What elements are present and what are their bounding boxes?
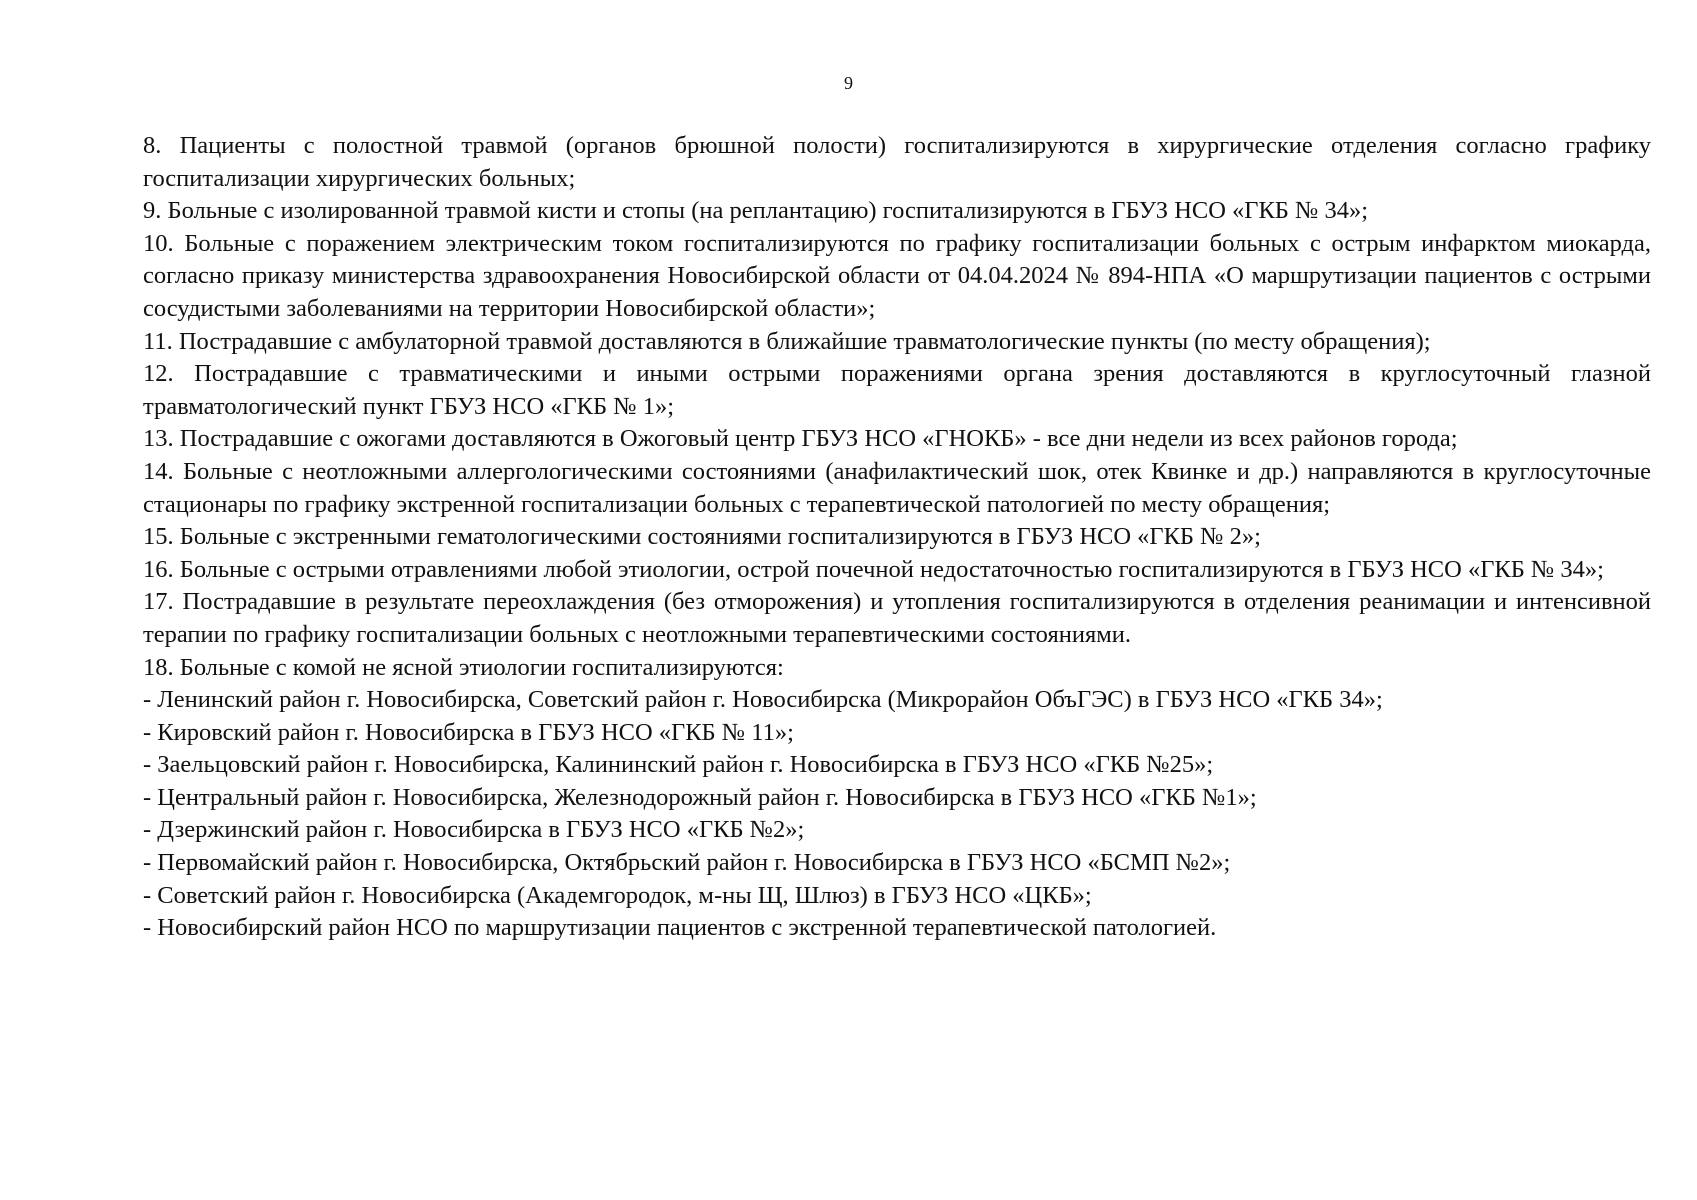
district-list-item: - Дзержинский район г. Новосибирска в ГБУЗ НСО «ГКБ №2»; [143, 816, 805, 844]
document-body [143, 130, 1651, 945]
paragraph-item-11: 11. Пострадавшие с амбулаторной травмой доставляются в ближайшие травматологические пункты (по месту обращения); [143, 327, 1431, 355]
paragraph-item-14: 14. Больные с неотложными аллергологическими состояниями (анафилактический шок, отек Квинке и др.) направляются в круглосуточные стационары по графику экстренной госпитализации больных с терапевтической патологией по месту обращения; [143, 457, 1651, 518]
paragraph-item-9: 9. Больные с изолированной травмой кисти и стопы (на реплантацию) госпитализируются в ГБУЗ НСО «ГКБ № 34»; [143, 197, 1369, 225]
paragraph-item-13: 13. Пострадавшие с ожогами доставляются в Ожоговый центр ГБУЗ НСО «ГНОКБ» - все дни недели из всех районов города; [143, 425, 1458, 453]
district-list-item: - Первомайский район г. Новосибирска, Октябрьский район г. Новосибирска в ГБУЗ НСО «БСМП №2»; [143, 849, 1231, 877]
paragraph-item-15: 15. Больные с экстренными гематологическими состояниями госпитализируются в ГБУЗ НСО «ГКБ № 2»; [143, 523, 1261, 551]
district-list-item: - Заельцовский район г. Новосибирска, Калининский район г. Новосибирска в ГБУЗ НСО «ГКБ №25»; [143, 751, 1214, 779]
paragraph-item-17: 17. Пострадавшие в результате переохлаждения (без отморожения) и утопления госпитализируются в отделения реанимации и интенсивной терапии по графику госпитализации больных с неотложными терапевтическими состояниями. [143, 588, 1651, 648]
paragraph-item-12: 12. Пострадавшие с травматическими и иными острыми поражениями органа зрения доставляются в круглосуточный глазной травматологический пункт ГБУЗ НСО «ГКБ № 1»; [143, 360, 1651, 420]
district-list-item: - Советский район г. Новосибирска (Академгородок, м-ны Щ, Шлюз) в ГБУЗ НСО «ЦКБ»; [143, 881, 1092, 909]
district-list-item: - Новосибирский район НСО по маршрутизации пациентов с экстренной терапевтической патологией. [143, 914, 1217, 942]
district-list-item: - Ленинский район г. Новосибирска, Советский район г. Новосибирска (Микрорайон ОбъГЭС) в ГБУЗ НСО «ГКБ 34»; [143, 686, 1383, 714]
district-list-item: - Кировский район г. Новосибирска в ГБУЗ НСО «ГКБ № 11»; [143, 718, 794, 746]
paragraph-item-10: 10. Больные с поражением электрическим током госпитализируются по графику госпитализации больных с острым инфарктом миокарда, согласно приказу министерства здравоохранения Новосибирской области от 04.04.2024 № 894-НПА «О маршрутизации пациентов с острыми сосудистыми заболеваниями на территории Новосибирской области»; [143, 229, 1651, 322]
district-list-item: - Центральный район г. Новосибирска, Железнодорожный район г. Новосибирска в ГБУЗ НСО «ГКБ №1»; [143, 783, 1257, 811]
page-number: 9 [844, 73, 853, 93]
paragraph-item-8: 8. Пациенты с полостной травмой (органов брюшной полости) госпитализируются в хирургические отделения согласно графику госпитализации хирургических больных; [143, 132, 1651, 192]
paragraph-item-18: 18. Больные с комой не ясной этиологии госпитализируются: [143, 653, 784, 681]
paragraph-item-16: 16. Больные с острыми отравлениями любой этиологии, острой почечной недостаточностью госпитализируются в ГБУЗ НСО «ГКБ № 34»; [143, 555, 1604, 583]
district-list [143, 684, 1651, 945]
